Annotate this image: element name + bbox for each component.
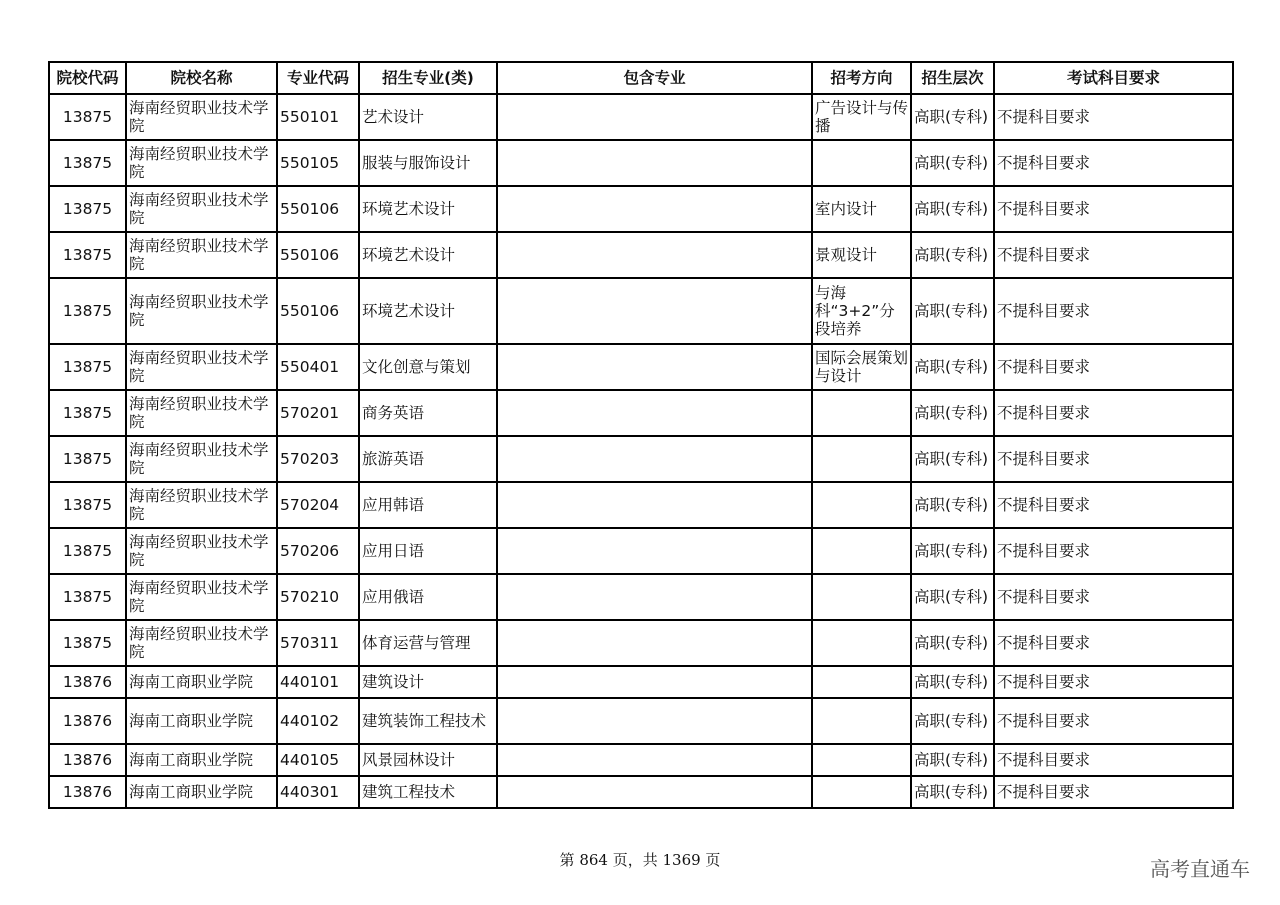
table-row — [49, 186, 1233, 232]
school-name-cell: 海南经贸职业技术学院 — [126, 528, 277, 574]
level-cell: 高职(专科) — [911, 94, 994, 140]
level-cell: 高职(专科) — [911, 436, 994, 482]
table-row — [49, 776, 1233, 808]
requirement-cell: 不提科目要求 — [994, 574, 1233, 620]
school-code-cell: 13875 — [49, 528, 126, 574]
table-row — [49, 528, 1233, 574]
major-code-cell: 570204 — [277, 482, 359, 528]
page-footer: 第 864 页，共 1369 页 — [559, 851, 721, 869]
school-name-cell: 海南经贸职业技术学院 — [126, 482, 277, 528]
direction-cell — [812, 666, 911, 698]
major-name-cell: 环境艺术设计 — [359, 232, 497, 278]
school-name-cell: 海南经贸职业技术学院 — [126, 94, 277, 140]
requirement-cell: 不提科目要求 — [994, 620, 1233, 666]
table-row — [49, 390, 1233, 436]
major-name-cell: 服装与服饰设计 — [359, 140, 497, 186]
table-row — [49, 666, 1233, 698]
school-code-cell: 13875 — [49, 232, 126, 278]
major-name-cell: 商务英语 — [359, 390, 497, 436]
major-code-cell: 570210 — [277, 574, 359, 620]
school-code-cell: 13875 — [49, 436, 126, 482]
direction-cell: 室内设计 — [812, 186, 911, 232]
requirement-cell: 不提科目要求 — [994, 482, 1233, 528]
major-name-cell: 建筑设计 — [359, 666, 497, 698]
direction-cell: 与海科“3+2”分段培养 — [812, 278, 911, 344]
major-code-cell: 440105 — [277, 744, 359, 776]
table-row — [49, 278, 1233, 344]
column-header: 招生专业(类) — [359, 62, 497, 94]
school-code-cell: 13875 — [49, 140, 126, 186]
level-cell: 高职(专科) — [911, 186, 994, 232]
direction-cell: 国际会展策划与设计 — [812, 344, 911, 390]
table-row — [49, 232, 1233, 278]
major-name-cell: 体育运营与管理 — [359, 620, 497, 666]
direction-cell — [812, 776, 911, 808]
column-header: 招生层次 — [911, 62, 994, 94]
major-name-cell: 艺术设计 — [359, 94, 497, 140]
column-header: 院校名称 — [126, 62, 277, 94]
table-row — [49, 140, 1233, 186]
included-majors-cell — [497, 482, 812, 528]
major-name-cell: 风景园林设计 — [359, 744, 497, 776]
direction-cell — [812, 574, 911, 620]
major-code-cell: 550101 — [277, 94, 359, 140]
school-code-cell: 13876 — [49, 744, 126, 776]
major-code-cell: 440102 — [277, 698, 359, 744]
requirement-cell: 不提科目要求 — [994, 528, 1233, 574]
level-cell: 高职(专科) — [911, 390, 994, 436]
requirement-cell: 不提科目要求 — [994, 344, 1233, 390]
table-body — [49, 94, 1233, 808]
direction-cell — [812, 390, 911, 436]
table-row — [49, 436, 1233, 482]
major-name-cell: 应用俄语 — [359, 574, 497, 620]
level-cell: 高职(专科) — [911, 698, 994, 744]
school-code-cell: 13875 — [49, 278, 126, 344]
column-header: 招考方向 — [812, 62, 911, 94]
included-majors-cell — [497, 776, 812, 808]
level-cell: 高职(专科) — [911, 278, 994, 344]
column-header: 院校代码 — [49, 62, 126, 94]
included-majors-cell — [497, 666, 812, 698]
requirement-cell: 不提科目要求 — [994, 666, 1233, 698]
requirement-cell: 不提科目要求 — [994, 186, 1233, 232]
included-majors-cell — [497, 232, 812, 278]
direction-cell — [812, 436, 911, 482]
table-row — [49, 482, 1233, 528]
column-header: 专业代码 — [277, 62, 359, 94]
included-majors-cell — [497, 698, 812, 744]
major-code-cell: 550106 — [277, 232, 359, 278]
school-name-cell: 海南经贸职业技术学院 — [126, 232, 277, 278]
school-code-cell: 13875 — [49, 482, 126, 528]
school-name-cell: 海南经贸职业技术学院 — [126, 390, 277, 436]
direction-cell — [812, 620, 911, 666]
direction-cell — [812, 482, 911, 528]
school-code-cell: 13875 — [49, 574, 126, 620]
requirement-cell: 不提科目要求 — [994, 744, 1233, 776]
major-name-cell: 建筑装饰工程技术 — [359, 698, 497, 744]
school-name-cell: 海南经贸职业技术学院 — [126, 436, 277, 482]
major-name-cell: 旅游英语 — [359, 436, 497, 482]
school-code-cell: 13875 — [49, 94, 126, 140]
school-code-cell: 13875 — [49, 186, 126, 232]
table-row — [49, 344, 1233, 390]
requirement-cell: 不提科目要求 — [994, 390, 1233, 436]
major-name-cell: 环境艺术设计 — [359, 186, 497, 232]
level-cell: 高职(专科) — [911, 232, 994, 278]
table-row — [49, 574, 1233, 620]
school-name-cell: 海南经贸职业技术学院 — [126, 186, 277, 232]
school-name-cell: 海南工商职业学院 — [126, 666, 277, 698]
major-name-cell: 应用日语 — [359, 528, 497, 574]
requirement-cell: 不提科目要求 — [994, 436, 1233, 482]
direction-cell — [812, 140, 911, 186]
included-majors-cell — [497, 528, 812, 574]
level-cell: 高职(专科) — [911, 574, 994, 620]
major-code-cell: 550106 — [277, 278, 359, 344]
admission-table — [48, 61, 1234, 809]
school-code-cell: 13875 — [49, 620, 126, 666]
school-name-cell: 海南工商职业学院 — [126, 744, 277, 776]
table-row — [49, 744, 1233, 776]
included-majors-cell — [497, 744, 812, 776]
direction-cell — [812, 698, 911, 744]
level-cell: 高职(专科) — [911, 528, 994, 574]
major-name-cell: 建筑工程技术 — [359, 776, 497, 808]
requirement-cell: 不提科目要求 — [994, 776, 1233, 808]
watermark: 高考直通车 — [1150, 857, 1250, 881]
school-code-cell: 13875 — [49, 390, 126, 436]
requirement-cell: 不提科目要求 — [994, 140, 1233, 186]
major-code-cell: 440101 — [277, 666, 359, 698]
major-code-cell: 570206 — [277, 528, 359, 574]
level-cell: 高职(专科) — [911, 482, 994, 528]
major-name-cell: 应用韩语 — [359, 482, 497, 528]
requirement-cell: 不提科目要求 — [994, 698, 1233, 744]
school-code-cell: 13876 — [49, 698, 126, 744]
column-header: 包含专业 — [497, 62, 812, 94]
included-majors-cell — [497, 278, 812, 344]
major-code-cell: 570201 — [277, 390, 359, 436]
included-majors-cell — [497, 436, 812, 482]
school-code-cell: 13876 — [49, 666, 126, 698]
major-code-cell: 550105 — [277, 140, 359, 186]
requirement-cell: 不提科目要求 — [994, 232, 1233, 278]
level-cell: 高职(专科) — [911, 666, 994, 698]
table-row — [49, 94, 1233, 140]
table-row — [49, 698, 1233, 744]
major-name-cell: 环境艺术设计 — [359, 278, 497, 344]
level-cell: 高职(专科) — [911, 620, 994, 666]
level-cell: 高职(专科) — [911, 744, 994, 776]
included-majors-cell — [497, 620, 812, 666]
major-name-cell: 文化创意与策划 — [359, 344, 497, 390]
school-code-cell: 13876 — [49, 776, 126, 808]
requirement-cell: 不提科目要求 — [994, 278, 1233, 344]
direction-cell — [812, 528, 911, 574]
level-cell: 高职(专科) — [911, 776, 994, 808]
school-name-cell: 海南经贸职业技术学院 — [126, 278, 277, 344]
direction-cell — [812, 744, 911, 776]
major-code-cell: 550401 — [277, 344, 359, 390]
school-name-cell: 海南工商职业学院 — [126, 698, 277, 744]
school-name-cell: 海南经贸职业技术学院 — [126, 344, 277, 390]
included-majors-cell — [497, 574, 812, 620]
major-code-cell: 570311 — [277, 620, 359, 666]
requirement-cell: 不提科目要求 — [994, 94, 1233, 140]
included-majors-cell — [497, 94, 812, 140]
major-code-cell: 570203 — [277, 436, 359, 482]
included-majors-cell — [497, 186, 812, 232]
table-header-row — [49, 62, 1233, 94]
column-header: 考试科目要求 — [994, 62, 1233, 94]
major-code-cell: 440301 — [277, 776, 359, 808]
major-code-cell: 550106 — [277, 186, 359, 232]
school-code-cell: 13875 — [49, 344, 126, 390]
included-majors-cell — [497, 344, 812, 390]
direction-cell: 广告设计与传播 — [812, 94, 911, 140]
direction-cell: 景观设计 — [812, 232, 911, 278]
included-majors-cell — [497, 140, 812, 186]
included-majors-cell — [497, 390, 812, 436]
table-row — [49, 620, 1233, 666]
school-name-cell: 海南经贸职业技术学院 — [126, 574, 277, 620]
school-name-cell: 海南工商职业学院 — [126, 776, 277, 808]
school-name-cell: 海南经贸职业技术学院 — [126, 140, 277, 186]
level-cell: 高职(专科) — [911, 140, 994, 186]
school-name-cell: 海南经贸职业技术学院 — [126, 620, 277, 666]
level-cell: 高职(专科) — [911, 344, 994, 390]
